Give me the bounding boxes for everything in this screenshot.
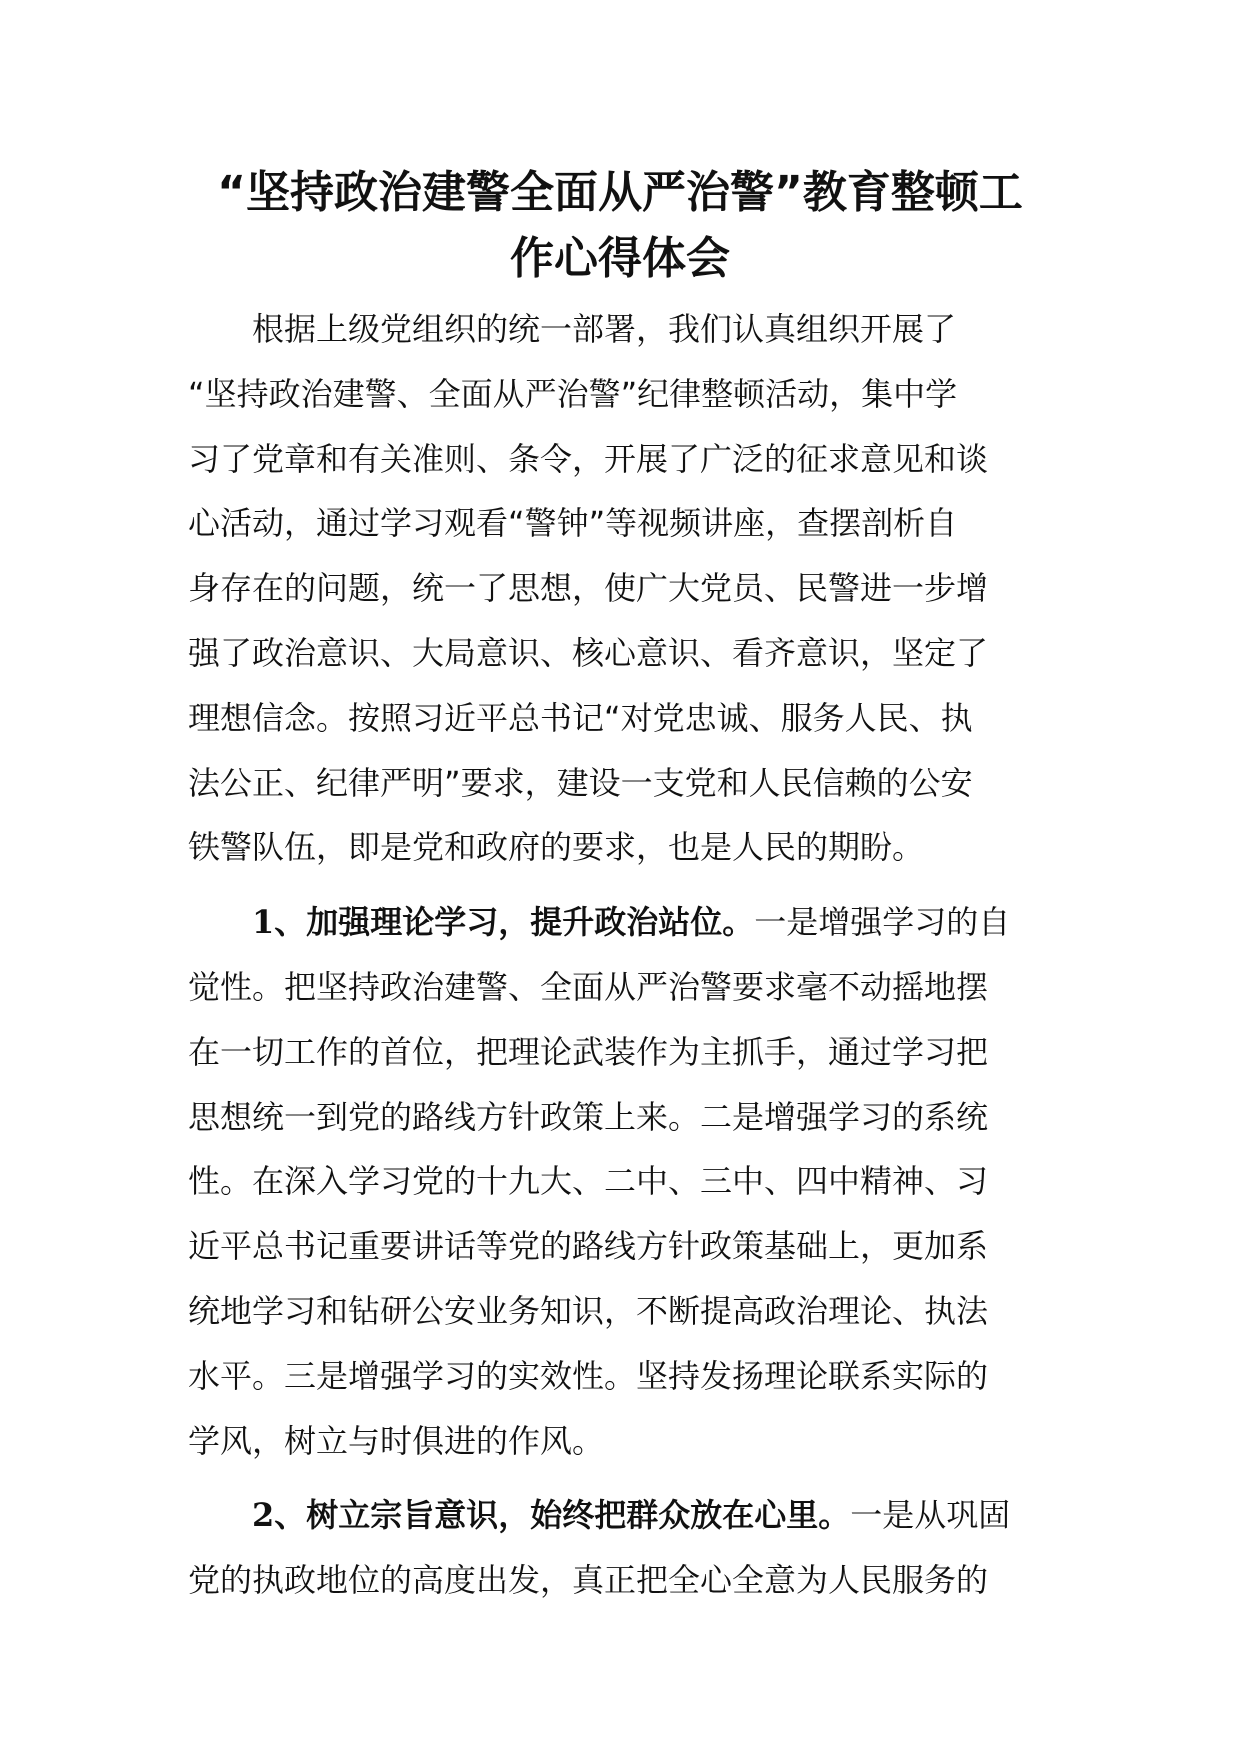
title-line: “坚持政治建警全面从严治警”教育整顿工: [217, 167, 1023, 218]
section-2-first-line: [188, 1483, 1058, 1548]
document-body: [188, 297, 1058, 1613]
paragraph-line: 党的执政地位的高度出发，真正把全心全意为人民服务的: [188, 1561, 989, 1600]
section-2-paragraph: [188, 1483, 1058, 1613]
paragraph-line: 铁警队伍，即是党和政府的要求，也是人民的期盼。: [188, 828, 925, 867]
paragraph-line: 身存在的问题，统一了思想，使广大党员、民警进一步增: [188, 569, 989, 608]
paragraph-line: 法公正、纪律严明”要求，建设一支党和人民信赖的公安: [188, 763, 973, 802]
paragraph-gap: [188, 1473, 1058, 1483]
document-title: [170, 160, 1070, 292]
section-2-first-line-text: 一是从巩固: [850, 1496, 1011, 1535]
section-2-number: 2: [252, 1496, 275, 1535]
section-1-paragraph: [188, 890, 1058, 1473]
section-1-number: 1: [252, 903, 275, 942]
title-line: 作心得体会: [510, 233, 730, 284]
section-1-heading: 、加强理论学习，提升政治站位。: [274, 903, 755, 942]
paragraph-line: 强了政治意识、大局意识、核心意识、看齐意识，坚定了: [188, 633, 989, 672]
paragraph-gap: [188, 880, 1058, 890]
paragraph-line: 根据上级党组织的统一部署，我们认真组织开展了: [252, 310, 957, 348]
paragraph-line: 统地学习和钻研公安业务知识，不断提高政治理论、执法: [188, 1291, 989, 1330]
paragraph-line: 心活动，通过学习观看“警钟”等视频讲座，查摆剖析自: [188, 504, 958, 543]
paragraph-line: 学风，树立与时俱进的作风。: [188, 1421, 605, 1460]
paragraph-line: “坚持政治建警、全面从严治警”纪律整顿活动，集中学: [188, 374, 958, 413]
paragraph-line: 觉性。把坚持政治建警、全面从严治警要求毫不动摇地摆: [188, 967, 989, 1006]
paragraph-line: 性。在深入学习党的十九大、二中、三中、四中精神、习: [188, 1162, 989, 1201]
section-1-first-line: [188, 890, 1058, 955]
paragraph-line: 在一切工作的首位，把理论武装作为主抓手，通过学习把: [188, 1032, 989, 1071]
paragraph-line: 近平总书记重要讲话等党的路线方针政策基础上，更加系: [188, 1227, 989, 1266]
section-1-first-line-text: 一是增强学习的自: [754, 903, 1011, 942]
paragraph-line: 思想统一到党的路线方针政策上来。二是增强学习的系统: [188, 1097, 989, 1136]
section-2-heading: 、树立宗旨意识，始终把群众放在心里。: [274, 1496, 851, 1535]
paragraph-line: 习了党章和有关准则、条令，开展了广泛的征求意见和谈: [188, 439, 989, 478]
paragraph-line: 理想信念。按照习近平总书记“对党忠诚、服务人民、执: [188, 698, 973, 737]
intro-paragraph: [188, 297, 1058, 880]
paragraph-line: 水平。三是增强学习的实效性。坚持发扬理论联系实际的: [188, 1356, 989, 1395]
